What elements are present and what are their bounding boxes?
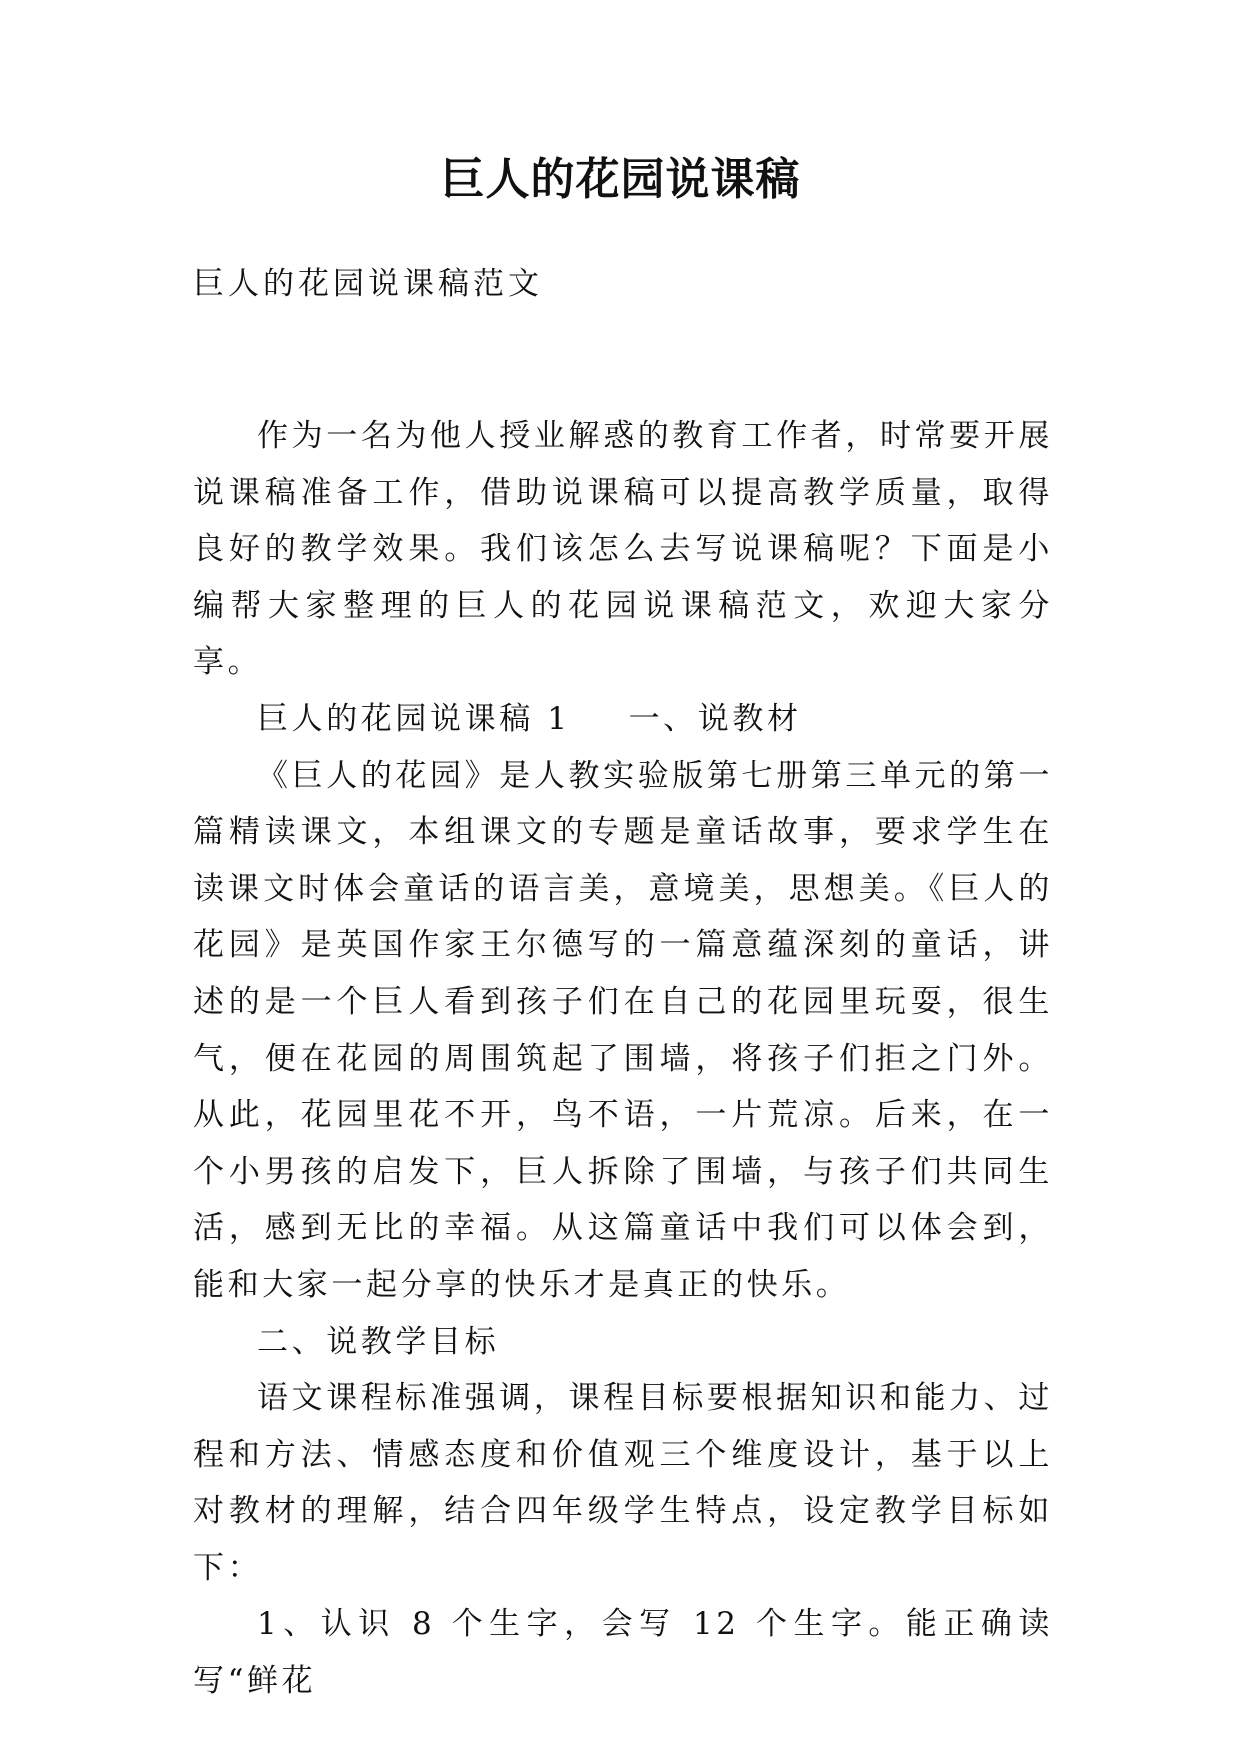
textbook-paragraph: 《巨人的花园》是人教实验版第七册第三单元的第一篇精读课文，本组课文的专题是童话故事，要求学生在读课文时体会童话的语言美，意境美，思想美。《巨人的花园》是英国作家王尔德写的一篇意蕴深刻的童话，讲述的是一个巨人看到孩子们在自己的花园里玩耍，很生气，便在花园的周围筑起了围墙，将孩子们拒之门外。从此，花园里花不开，鸟不语，一片荒凉。后来，在一个小男孩的启发下，巨人拆除了围墙，与孩子们共同生活，感到无比的幸福。从这篇童话中我们可以体会到，能和大家一起分享的快乐才是真正的快乐。 xyxy=(193,757,1053,1303)
section-2-heading: 二、说教学目标 xyxy=(257,1323,500,1360)
document-subtitle: 巨人的花园说课稿范文 xyxy=(193,266,543,302)
document-title: 巨人的花园说课稿 xyxy=(440,154,801,205)
document-body xyxy=(193,408,1053,1710)
section-1-heading: 一、说教材 xyxy=(628,700,802,737)
section-1-line xyxy=(193,691,1053,748)
goal-1-paragraph: 1、认识 8 个生字，会写 12 个生字。能正确读写“鲜花 xyxy=(193,1606,1053,1700)
goals-paragraph: 语文课程标准强调，课程目标要根据知识和能力、过程和方法、情感态度和价值观三个维度设计，基于以上对教材的理解，结合四年级学生特点，设定教学目标如下： xyxy=(193,1380,1053,1586)
section-1-label: 巨人的花园说课稿 1 xyxy=(257,700,571,737)
intro-paragraph: 作为一名为他人授业解惑的教育工作者，时常要开展说课稿准备工作，借助说课稿可以提高教学质量，取得良好的教学效果。我们该怎么去写说课稿呢？下面是小编帮大家整理的巨人的花园说课稿范文，欢迎大家分享。 xyxy=(193,418,1053,681)
